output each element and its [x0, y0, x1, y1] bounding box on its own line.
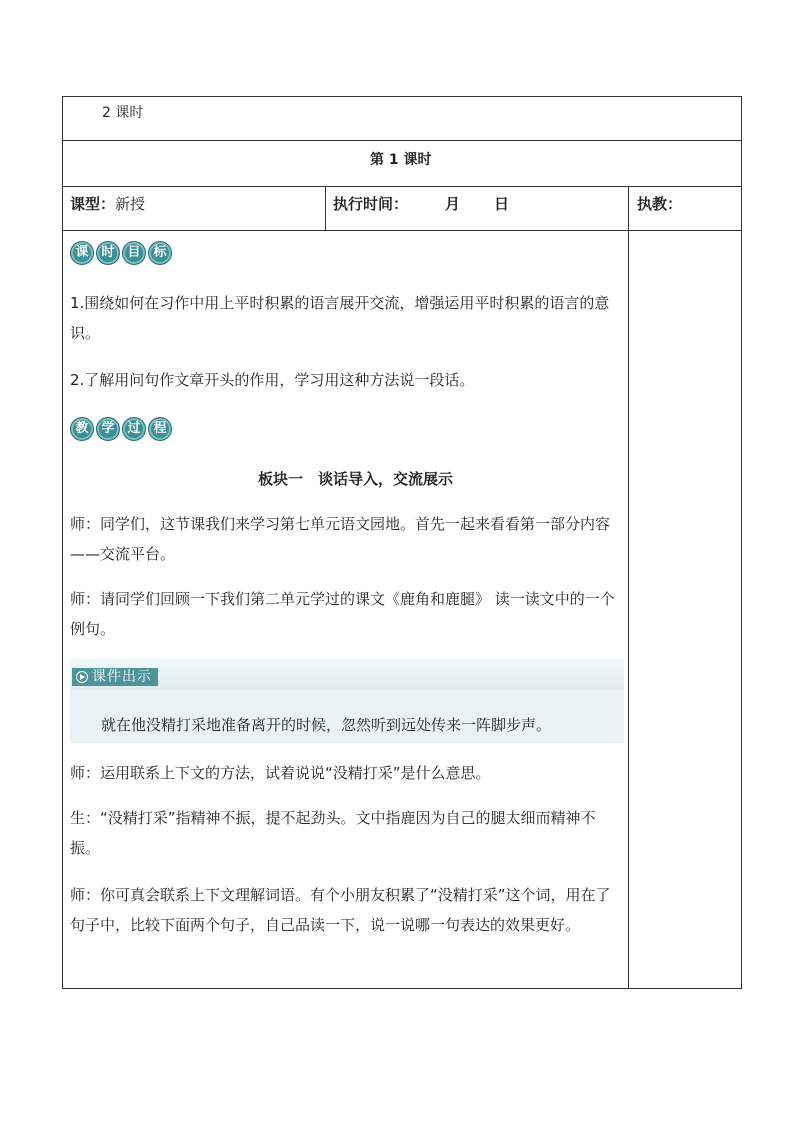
- badge-char: 时: [96, 241, 120, 265]
- section-title: 板块一 谈话导入，交流展示: [258, 470, 454, 488]
- courseware-label: 课件出示: [92, 669, 152, 685]
- process-badge: [70, 417, 172, 441]
- badge-char: 学: [96, 417, 120, 441]
- badge-char: 教: [70, 417, 94, 441]
- lesson-count: 2 课时: [102, 105, 144, 121]
- type-label: 课型：: [70, 195, 116, 213]
- dialogue-paragraph: 师：运用联系上下文的方法，试着说说“没精打采”是什么意思。: [70, 764, 491, 782]
- dialogue-paragraph: 师：你可真会联系上下文理解词语。有个小朋友积累了“没精打采”这个词，用在了句子中，比较下面两个句子，自己品读一下，说一说哪一句表达的效果更好。: [70, 886, 611, 934]
- badge-char: 目: [122, 241, 146, 265]
- day-label: 日: [494, 195, 510, 213]
- play-icon: [76, 671, 88, 683]
- dialogue-paragraph: 师：同学们，这节课我们来学习第七单元语文园地。首先一起来看看第一部分内容——交流平台。: [70, 515, 611, 563]
- courseware-tag: [72, 668, 158, 686]
- dialogue-paragraph: 生：“没精打采”指精神不振，提不起劲头。文中指鹿因为自己的腿太细而精神不振。: [70, 809, 596, 857]
- row-divider: [62, 140, 742, 141]
- courseware-text: 就在他没精打采地准备离开的时候，忽然听到远处传来一阵脚步声。: [101, 716, 552, 734]
- lesson-title: 第 1 课时: [370, 152, 432, 168]
- badge-char: 课: [70, 241, 94, 265]
- lesson-type: [70, 193, 145, 215]
- badge-char: 标: [148, 241, 172, 265]
- teacher-label: 执教：: [637, 195, 683, 213]
- objective-item: 1.围绕如何在习作中用上平时积累的语言展开交流，增强运用平时积累的语言的意识。: [70, 294, 610, 342]
- month-label: 月: [445, 195, 461, 213]
- objective-item: 2.了解用问句作文章开头的作用，学习用这种方法说一段话。: [70, 371, 475, 389]
- dialogue-paragraph: 师：请同学们回顾一下我们第二单元学过的课文《鹿角和鹿腿》 读一读文中的一个例句。: [70, 590, 615, 638]
- row-divider: [62, 230, 742, 231]
- badge-char: 过: [122, 417, 146, 441]
- column-divider: [628, 186, 629, 989]
- type-value: 新授: [115, 195, 146, 213]
- time-label: 执行时间：: [333, 195, 409, 213]
- objectives-badge: [70, 241, 172, 265]
- courseware-box: [70, 658, 624, 743]
- row-divider: [62, 186, 742, 187]
- badge-char: 程: [148, 417, 172, 441]
- courseware-header: [70, 658, 624, 690]
- column-divider: [325, 186, 326, 230]
